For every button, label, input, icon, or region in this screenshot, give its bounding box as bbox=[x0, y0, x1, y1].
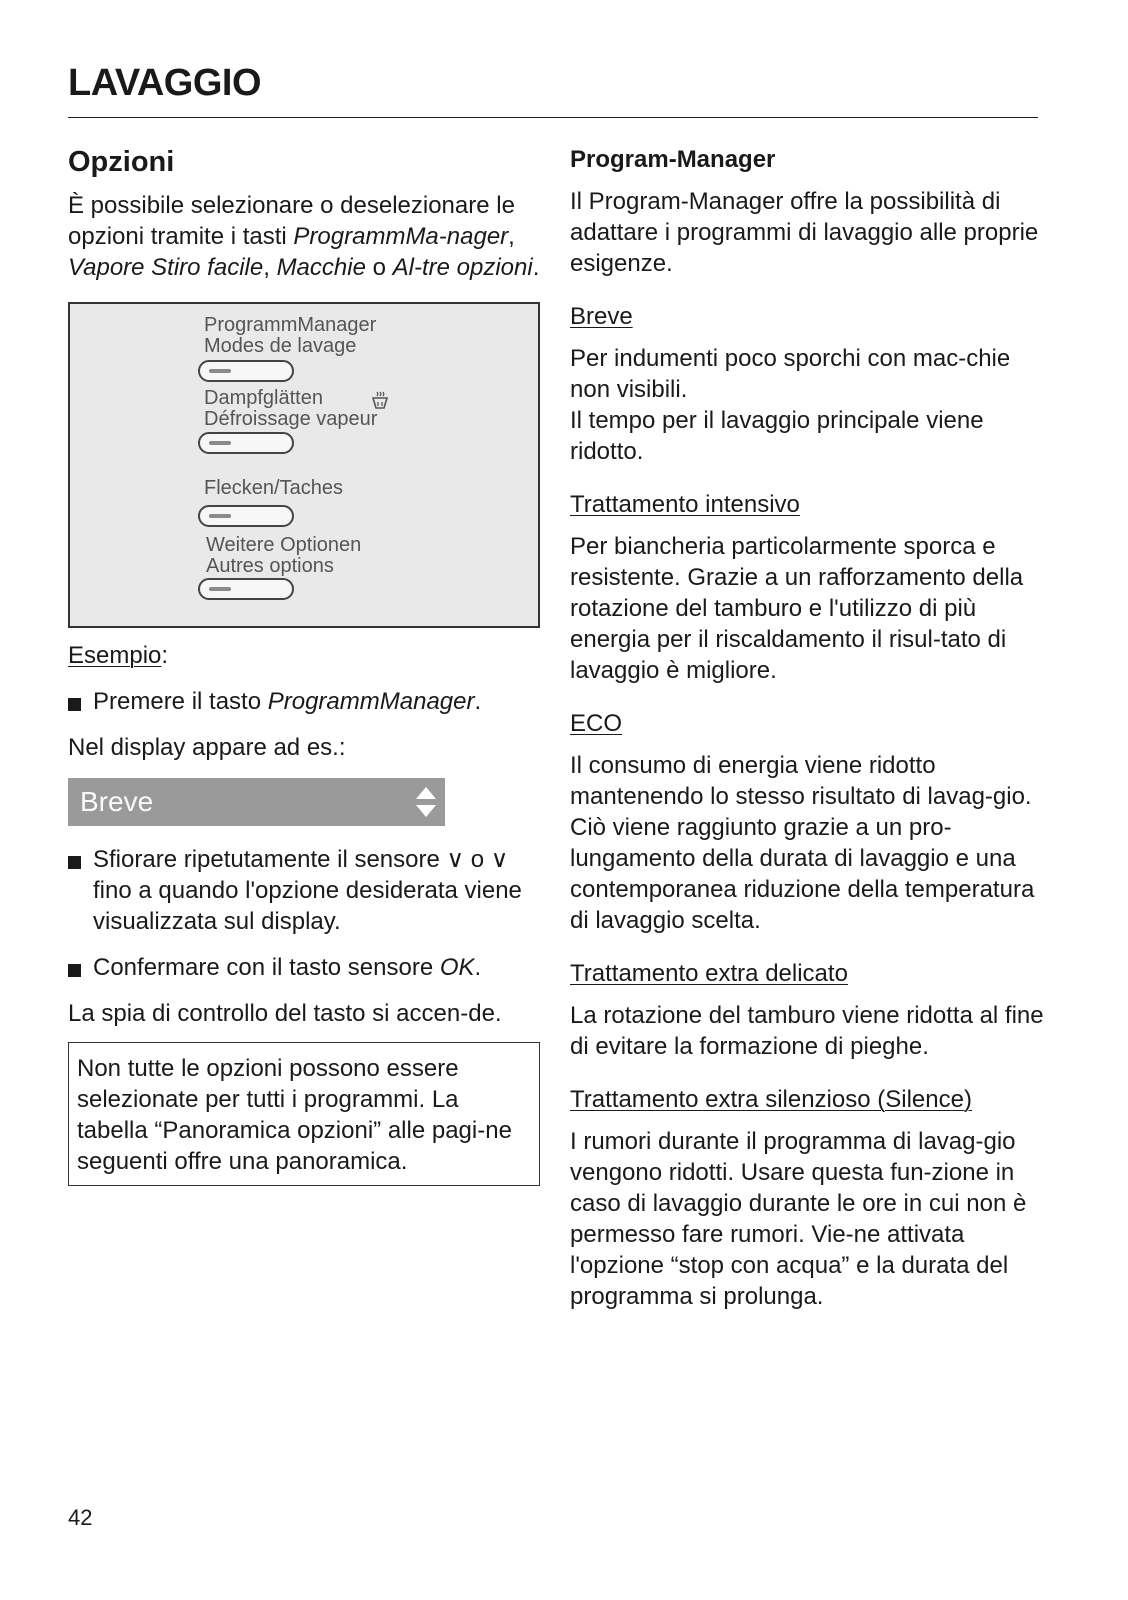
note-box bbox=[68, 1042, 540, 1186]
panel-label-defroissage-vapeur: Défroissage vapeur bbox=[204, 408, 378, 430]
title-divider bbox=[68, 117, 1038, 118]
intro-text: , bbox=[263, 254, 277, 281]
panel-label-dampfglaetten: Dampfglätten bbox=[204, 387, 323, 409]
option-desc-intensivo: Per biancheria particolarmente sporca e resistente. Grazie a un rafforzamento della rotazione del tamburo e l'utilizzo di più energia per il riscaldamento il risul-tato di lavaggio è migliore. bbox=[570, 533, 1024, 684]
intro-paragraph bbox=[68, 190, 540, 283]
intro-text: , bbox=[508, 223, 515, 250]
step-confirm-ok bbox=[68, 952, 540, 983]
panel-label-weitere-optionen: Weitere Optionen bbox=[206, 534, 362, 556]
panel-button-programmmanager[interactable] bbox=[198, 360, 294, 382]
option-title-intensivo: Trattamento intensivo bbox=[570, 491, 800, 518]
intro-key-vapore: Vapore Stiro facile bbox=[68, 254, 264, 281]
example-label: Esempio bbox=[68, 642, 162, 669]
lamp-text: La spia di controllo del tasto si accen-de. bbox=[68, 1000, 502, 1027]
step-press-programmmanager bbox=[68, 686, 540, 717]
option-desc-silence: I rumori durante il programma di lavag-gio vengono ridotti. Usare questa fun-zione in caso di lavaggio durante le ore in cui non è permesso fare rumori. Vie-ne attivata l'opzione “stop con acqua” e la durata del programma si prolunga. bbox=[570, 1128, 1027, 1310]
display-intro: Nel display appare ad es.: bbox=[68, 734, 346, 761]
option-title-breve: Breve bbox=[570, 303, 633, 330]
option-title-extra-delicato: Trattamento extra delicato bbox=[570, 960, 848, 987]
left-column bbox=[68, 144, 540, 1186]
intro-key-programmmanager: ProgrammMa-nager bbox=[293, 223, 509, 250]
display-value: Breve bbox=[80, 786, 154, 817]
right-column bbox=[570, 144, 1046, 1312]
panel-label-flecken-taches: Flecken/Taches bbox=[204, 477, 343, 499]
step3-end: . bbox=[474, 954, 482, 981]
up-down-arrows-icon bbox=[414, 785, 438, 819]
panel-button-altre-opzioni[interactable] bbox=[198, 578, 294, 600]
step3-text: Confermare con il tasto sensore bbox=[93, 954, 440, 981]
option-title-eco: ECO bbox=[570, 710, 623, 737]
panel-button-macchie[interactable] bbox=[198, 505, 294, 527]
panel-label-programmmanager: ProgrammManager bbox=[204, 314, 377, 336]
display-screen bbox=[68, 778, 445, 826]
panel-label-autres-options: Autres options bbox=[206, 555, 334, 577]
option-desc-extra-delicato: La rotazione del tamburo viene ridotta al fine di evitare la formazione di pieghe. bbox=[570, 1002, 1044, 1060]
program-manager-intro: Il Program-Manager offre la possibilità di adattare i programmi di lavaggio alle proprie esigenze. bbox=[570, 188, 1039, 277]
program-manager-heading: Program-Manager bbox=[570, 146, 776, 173]
example-heading bbox=[68, 640, 540, 671]
option-title-silence: Trattamento extra silenzioso (Silence) bbox=[570, 1086, 972, 1113]
example-colon: : bbox=[161, 642, 169, 669]
intro-text: o bbox=[365, 254, 393, 281]
intro-key-altre-opzioni: Al-tre opzioni bbox=[392, 254, 533, 281]
option-desc-eco: Il consumo di energia viene ridotto mantenendo lo stesso risultato di lavag-gio. Ciò viene raggiunto grazie a un pro-lungamento della durata di lavaggio e una contemporanea riduzione della temperatura di lavaggio scelta. bbox=[570, 752, 1035, 934]
step3-key: OK bbox=[439, 954, 475, 981]
step1-key: ProgrammManager bbox=[267, 688, 475, 715]
control-panel-illustration bbox=[68, 302, 540, 628]
intro-text: . bbox=[532, 254, 540, 281]
section-title-opzioni: Opzioni bbox=[68, 146, 175, 178]
option-desc-breve: Per indumenti poco sporchi con mac-chie non visibili. Il tempo per il lavaggio principale viene ridotto. bbox=[570, 345, 1011, 465]
step1-end: . bbox=[474, 688, 482, 715]
panel-label-modes-de-lavage: Modes de lavage bbox=[204, 335, 357, 357]
step-scroll-sensor: Sfiorare ripetutamente il sensore ∨ o ∨ fino a quando l'opzione desiderata viene visualizzata sul display. bbox=[68, 844, 540, 937]
step1-text: Premere il tasto bbox=[93, 688, 268, 715]
note-text: Non tutte le opzioni possono essere selezionate per tutti i programmi. La tabella “Panoramica opzioni” alle pagi-ne seguenti offre una panoramica. bbox=[77, 1055, 512, 1175]
intro-key-macchie: Macchie bbox=[276, 254, 366, 281]
intro-text: È possibile selezionare o deselezionare le opzioni tramite i tasti bbox=[68, 192, 515, 250]
page-title: LAVAGGIO bbox=[68, 62, 262, 104]
page-number: 42 bbox=[68, 1505, 93, 1530]
panel-button-vapore[interactable] bbox=[198, 432, 294, 454]
